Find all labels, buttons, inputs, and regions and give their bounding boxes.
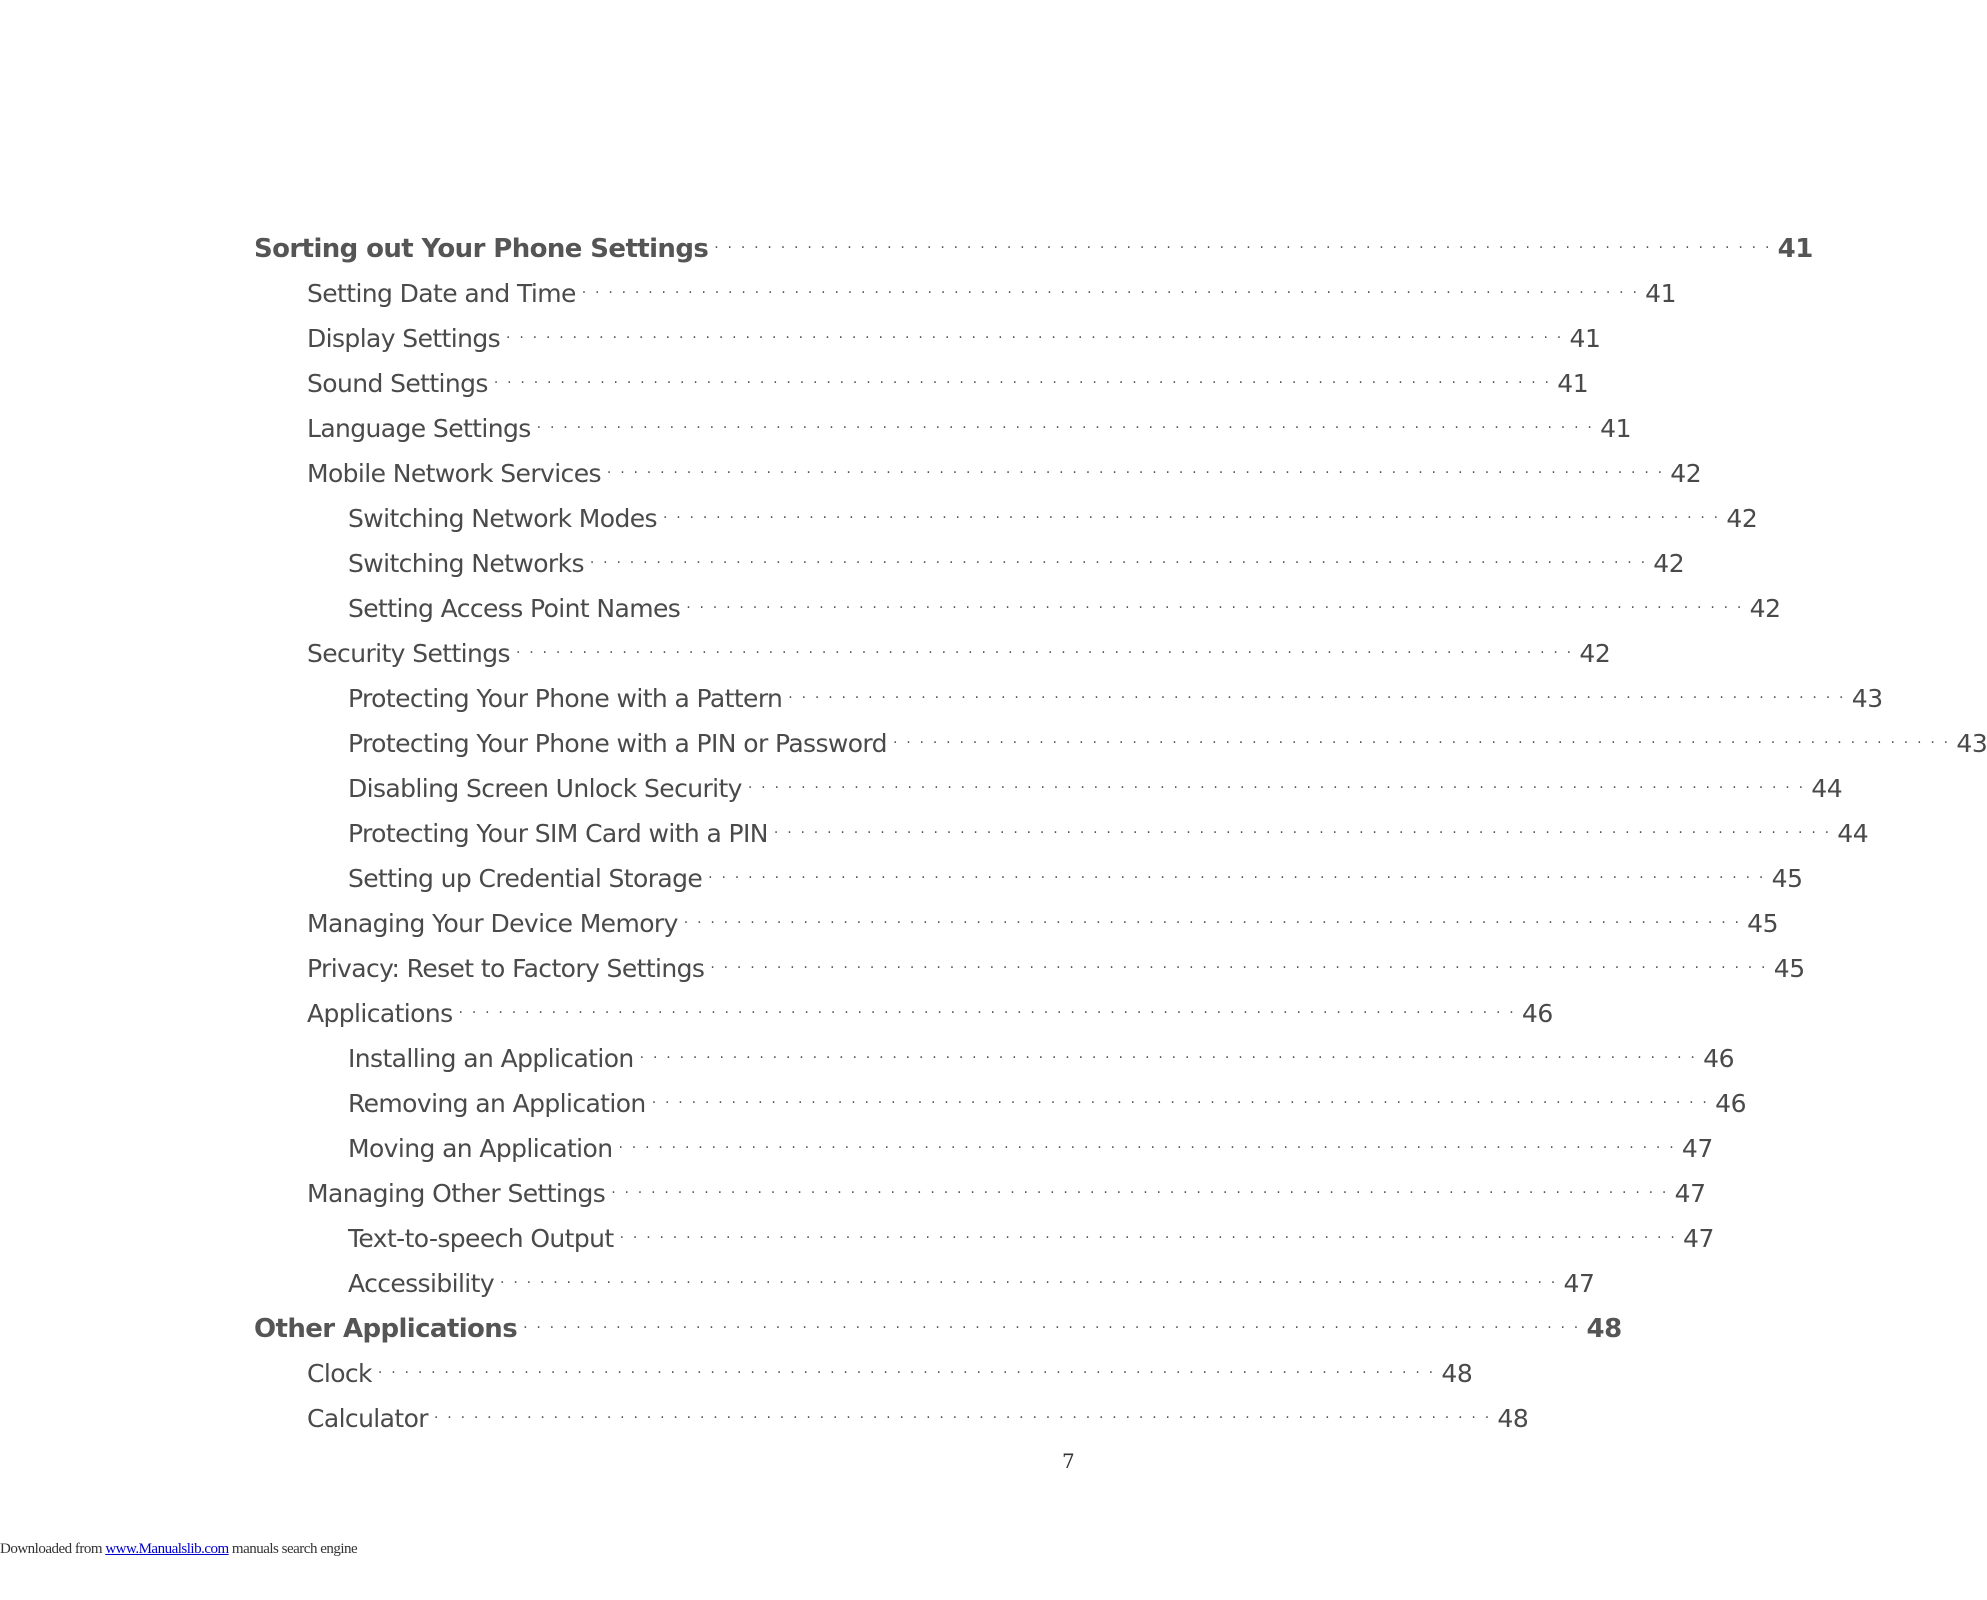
toc-entry-page: 47 (1683, 1224, 1715, 1253)
toc-entry-line (348, 496, 1758, 541)
toc-entry[interactable] (0, 406, 1632, 451)
toc-entry[interactable] (0, 1396, 1529, 1441)
toc-dot-leader: · · · · · · · · · · · · · · · · · · · · · · · · · · · · · · · · · · · · · · · · · · · · · · · · · · · · · · · · · · · · · · · · · · · · · · · · · · · · · · · · (773, 825, 1832, 841)
toc-dot-leader: · · · · · · · · · · · · · · · · · · · · · · · · · · · · · · · · · · · · · · · · · · · · · · · · · · · · · · · · · · · · · · · · · · · · · · · · · · · · · · · · (619, 1230, 1677, 1246)
toc-entry[interactable] (0, 271, 1677, 316)
toc-entry-line (348, 1036, 1735, 1081)
toc-dot-leader: · · · · · · · · · · · · · · · · · · · · · · · · · · · · · · · · · · · · · · · · · · · · · · · · · · · · · · · · · · · · · · · · · · · · · · · · · · · · · · · · (606, 465, 1665, 481)
toc-entry-page: 42 (1579, 639, 1611, 668)
toc-entry-page: 47 (1681, 1134, 1713, 1163)
toc-dot-leader: · · · · · · · · · · · · · · · · · · · · · · · · · · · · · · · · · · · · · · · · · · · · · · · · · · · · · · · · · · · · · · · · · · · · · · · · · · · · · · · · (493, 375, 1552, 391)
toc-entry-page: 42 (1670, 459, 1702, 488)
toc-dot-leader: · · · · · · · · · · · · · · · · · · · · · · · · · · · · · · · · · · · · · · · · · · · · · · · · · · · · · · · · · · · · · · · · · · · · · · · · · · · · · · · · (683, 915, 1742, 931)
toc-dot-leader: · · · · · · · · · · · · · · · · · · · · · · · · · · · · · · · · · · · · · · · · · · · · · · · · · · · · · · · · · · · · · · · · · · · · · · · · · · · · · · · · (377, 1365, 1436, 1381)
toc-entry-title: Protecting Your Phone with a Pattern (348, 684, 783, 713)
toc-entry-line (307, 406, 1632, 451)
toc-entry-page: 41 (1557, 369, 1589, 398)
page-number: 7 (1062, 1449, 1075, 1473)
toc-entry-line (307, 1171, 1706, 1216)
toc-entry-page: 45 (1771, 864, 1803, 893)
toc-entry-page: 47 (1563, 1269, 1595, 1298)
toc-entry-title: Text-to-speech Output (348, 1224, 614, 1253)
toc-entry[interactable] (0, 631, 1611, 676)
toc-dot-leader: · · · · · · · · · · · · · · · · · · · · · · · · · · · · · · · · · · · · · · · · · · · · · · · · · · · · · · · · · · · · · · · · · · · · · · · · · · · · · · · · (686, 600, 1744, 616)
toc-entry[interactable] (0, 361, 1589, 406)
toc-dot-leader: · · · · · · · · · · · · · · · · · · · · · · · · · · · · · · · · · · · · · · · · · · · · · · · · · · · · · · · · · · · · · · · · · · · · · · · · · · · · · · · · (639, 1050, 1698, 1066)
toc-entry-page: 48 (1497, 1404, 1529, 1433)
toc-entry-line (348, 541, 1685, 586)
toc-entry-page: 42 (1749, 594, 1781, 623)
toc-entry-page: 43 (1851, 684, 1883, 713)
toc-entry-line (348, 811, 1869, 856)
toc-entry-line (307, 946, 1805, 991)
toc-dot-leader: · · · · · · · · · · · · · · · · · · · · · · · · · · · · · · · · · · · · · · · · · · · · · · · · · · · · · · · · · · · · · · · · · · · · · · · · · · · · · · · · (589, 555, 1648, 571)
toc-entry-title: Disabling Screen Unlock Security (348, 774, 742, 803)
toc-section-heading[interactable] (0, 226, 1813, 271)
toc-dot-leader: · · · · · · · · · · · · · · · · · · · · · · · · · · · · · · · · · · · · · · · · · · · · · · · · · · · · · · · · · · · · · · · · · · · · · · · · · · · · · · · · (892, 735, 1951, 751)
toc-entry-line (254, 226, 1813, 271)
toc-dot-leader: · · · · · · · · · · · · · · · · · · · · · · · · · · · · · · · · · · · · · · · · · · · · · · · · · · · · · · · · · · · · · · · · · · · · · · · · · · · · · · · · (788, 690, 1846, 706)
table-of-contents (0, 226, 1987, 1441)
toc-dot-leader: · · · · · · · · · · · · · · · · · · · · · · · · · · · · · · · · · · · · · · · · · · · · · · · · · · · · · · · · · · · · · · · · · · · · · · · · · · · · · · · · (662, 510, 1721, 526)
toc-dot-leader: · · · · · · · · · · · · · · · · · · · · · · · · · · · · · · · · · · · · · · · · · · · · · · · · · · · · · · · · · · · · · · · · · · · · · · · · · · · · · · · · (714, 240, 1772, 256)
toc-entry[interactable] (0, 901, 1779, 946)
toc-entry[interactable] (0, 1216, 1715, 1261)
toc-section-heading[interactable] (0, 1306, 1622, 1351)
toc-entry[interactable] (0, 1036, 1735, 1081)
toc-entry[interactable] (0, 811, 1869, 856)
toc-entry-page: 45 (1747, 909, 1779, 938)
toc-entry-page: 44 (1837, 819, 1869, 848)
toc-entry-title: Sound Settings (307, 369, 488, 398)
toc-entry-page: 43 (1956, 729, 1987, 758)
toc-dot-leader: · · · · · · · · · · · · · · · · · · · · · · · · · · · · · · · · · · · · · · · · · · · · · · · · · · · · · · · · · · · · · · · · · · · · · · · · · · · · · · · · (523, 1320, 1581, 1336)
toc-entry[interactable] (0, 586, 1781, 631)
toc-entry-title: Security Settings (307, 639, 510, 668)
toc-entry-title: Clock (307, 1359, 372, 1388)
toc-entry-title: Privacy: Reset to Factory Settings (307, 954, 705, 983)
toc-dot-leader: · · · · · · · · · · · · · · · · · · · · · · · · · · · · · · · · · · · · · · · · · · · · · · · · · · · · · · · · · · · · · · · · · · · · · · · · · · · · · · · · (651, 1095, 1710, 1111)
toc-entry[interactable] (0, 316, 1601, 361)
toc-entry-line (348, 586, 1781, 631)
toc-entry-page: 41 (1645, 279, 1677, 308)
toc-entry-title: Calculator (307, 1404, 428, 1433)
toc-dot-leader: · · · · · · · · · · · · · · · · · · · · · · · · · · · · · · · · · · · · · · · · · · · · · · · · · · · · · · · · · · · · · · · · · · · · · · · · · · · · · · · · (458, 1005, 1516, 1021)
toc-entry[interactable] (0, 766, 1843, 811)
toc-entry[interactable] (0, 1081, 1747, 1126)
toc-dot-leader: · · · · · · · · · · · · · · · · · · · · · · · · · · · · · · · · · · · · · · · · · · · · · · · · · · · · · · · · · · · · · · · · · · · · · · · · · · · · · · · · (500, 1275, 1558, 1291)
toc-entry-page: 46 (1703, 1044, 1735, 1073)
toc-entry[interactable] (0, 496, 1758, 541)
toc-dot-leader: · · · · · · · · · · · · · · · · · · · · · · · · · · · · · · · · · · · · · · · · · · · · · · · · · · · · · · · · · · · · · · · · · · · · · · · · · · · · · · · · (536, 420, 1595, 436)
toc-entry[interactable] (0, 991, 1553, 1036)
toc-entry-line (307, 316, 1601, 361)
toc-entry-title: Display Settings (307, 324, 501, 353)
manualslib-link[interactable]: www.Manualslib.com (105, 1541, 229, 1557)
toc-entry-page: 42 (1653, 549, 1685, 578)
toc-entry-title: Setting up Credential Storage (348, 864, 703, 893)
toc-entry-line (348, 1081, 1747, 1126)
toc-entry-line (254, 1306, 1622, 1351)
footer-prefix: Downloaded from (0, 1541, 106, 1557)
toc-entry-title: Language Settings (307, 414, 531, 443)
toc-entry-line (307, 271, 1677, 316)
toc-entry[interactable] (0, 721, 1987, 766)
toc-entry-line (348, 856, 1803, 901)
toc-entry-line (348, 676, 1883, 721)
toc-dot-leader: · · · · · · · · · · · · · · · · · · · · · · · · · · · · · · · · · · · · · · · · · · · · · · · · · · · · · · · · · · · · · · · · · · · · · · · · · · · · · · · · (708, 870, 1766, 886)
toc-entry-line (307, 1396, 1529, 1441)
toc-entry[interactable] (0, 1171, 1706, 1216)
toc-entry[interactable] (0, 541, 1685, 586)
toc-entry[interactable] (0, 676, 1883, 721)
toc-entry-title: Setting Date and Time (307, 279, 576, 308)
toc-entry-title: Managing Other Settings (307, 1179, 606, 1208)
toc-entry-title: Protecting Your Phone with a PIN or Password (348, 729, 887, 758)
toc-entry[interactable] (0, 451, 1702, 496)
toc-dot-leader: · · · · · · · · · · · · · · · · · · · · · · · · · · · · · · · · · · · · · · · · · · · · · · · · · · · · · · · · · · · · · · · · · · · · · · · · · · · · · · · · (433, 1410, 1492, 1426)
toc-entry-title: Applications (307, 999, 453, 1028)
footer-suffix: manuals search engine (228, 1541, 358, 1557)
toc-entry[interactable] (0, 1126, 1713, 1171)
toc-entry-line (307, 991, 1553, 1036)
toc-dot-leader: · · · · · · · · · · · · · · · · · · · · · · · · · · · · · · · · · · · · · · · · · · · · · · · · · · · · · · · · · · · · · · · · · · · · · · · · · · · · · · · · (611, 1185, 1669, 1201)
toc-entry-page: 47 (1674, 1179, 1706, 1208)
toc-entry-title: Other Applications (254, 1313, 518, 1344)
toc-entry[interactable] (0, 856, 1803, 901)
toc-entry-title: Removing an Application (348, 1089, 646, 1118)
toc-entry-title: Mobile Network Services (307, 459, 601, 488)
toc-entry-page: 44 (1811, 774, 1843, 803)
toc-entry-title: Moving an Application (348, 1134, 613, 1163)
toc-entry-page: 46 (1521, 999, 1553, 1028)
toc-entry-line (307, 901, 1779, 946)
toc-entry-line (307, 631, 1611, 676)
toc-dot-leader: · · · · · · · · · · · · · · · · · · · · · · · · · · · · · · · · · · · · · · · · · · · · · · · · · · · · · · · · · · · · · · · · · · · · · · · · · · · · · · · · (618, 1140, 1676, 1156)
toc-entry-page: 45 (1773, 954, 1805, 983)
toc-dot-leader: · · · · · · · · · · · · · · · · · · · · · · · · · · · · · · · · · · · · · · · · · · · · · · · · · · · · · · · · · · · · · · · · · · · · · · · · · · · · · · · · (506, 330, 1564, 346)
toc-entry-title: Accessibility (348, 1269, 495, 1298)
toc-dot-leader: · · · · · · · · · · · · · · · · · · · · · · · · · · · · · · · · · · · · · · · · · · · · · · · · · · · · · · · · · · · · · · · · · · · · · · · · · · · · · · · · (747, 780, 1806, 796)
toc-entry-title: Switching Network Modes (348, 504, 657, 533)
toc-entry-page: 46 (1715, 1089, 1747, 1118)
toc-entry-page: 41 (1569, 324, 1601, 353)
toc-entry-line (348, 1216, 1715, 1261)
toc-dot-leader: · · · · · · · · · · · · · · · · · · · · · · · · · · · · · · · · · · · · · · · · · · · · · · · · · · · · · · · · · · · · · · · · · · · · · · · · · · · · · · · · (710, 960, 1768, 976)
toc-entry-title: Managing Your Device Memory (307, 909, 678, 938)
toc-entry-line (348, 766, 1843, 811)
toc-entry-title: Setting Access Point Names (348, 594, 681, 623)
download-footer (0, 1541, 357, 1558)
toc-entry-title: Switching Networks (348, 549, 584, 578)
toc-entry[interactable] (0, 1261, 1595, 1306)
toc-entry-title: Installing an Application (348, 1044, 634, 1073)
toc-entry-page: 48 (1441, 1359, 1473, 1388)
toc-entry-page: 48 (1586, 1313, 1622, 1344)
toc-entry-line (348, 721, 1987, 766)
toc-dot-leader: · · · · · · · · · · · · · · · · · · · · · · · · · · · · · · · · · · · · · · · · · · · · · · · · · · · · · · · · · · · · · · · · · · · · · · · · · · · · · · · · (581, 285, 1640, 301)
toc-entry-title: Sorting out Your Phone Settings (254, 233, 709, 264)
toc-entry-line (348, 1261, 1595, 1306)
toc-entry-line (307, 451, 1702, 496)
toc-dot-leader: · · · · · · · · · · · · · · · · · · · · · · · · · · · · · · · · · · · · · · · · · · · · · · · · · · · · · · · · · · · · · · · · · · · · · · · · · · · · · · · · (515, 645, 1574, 661)
toc-entry-page: 42 (1726, 504, 1758, 533)
toc-entry-page: 41 (1777, 233, 1813, 264)
toc-entry[interactable] (0, 946, 1805, 991)
toc-entry[interactable] (0, 1351, 1473, 1396)
toc-entry-line (307, 361, 1589, 406)
toc-entry-line (307, 1351, 1473, 1396)
toc-entry-line (348, 1126, 1713, 1171)
toc-entry-page: 41 (1600, 414, 1632, 443)
toc-entry-title: Protecting Your SIM Card with a PIN (348, 819, 768, 848)
